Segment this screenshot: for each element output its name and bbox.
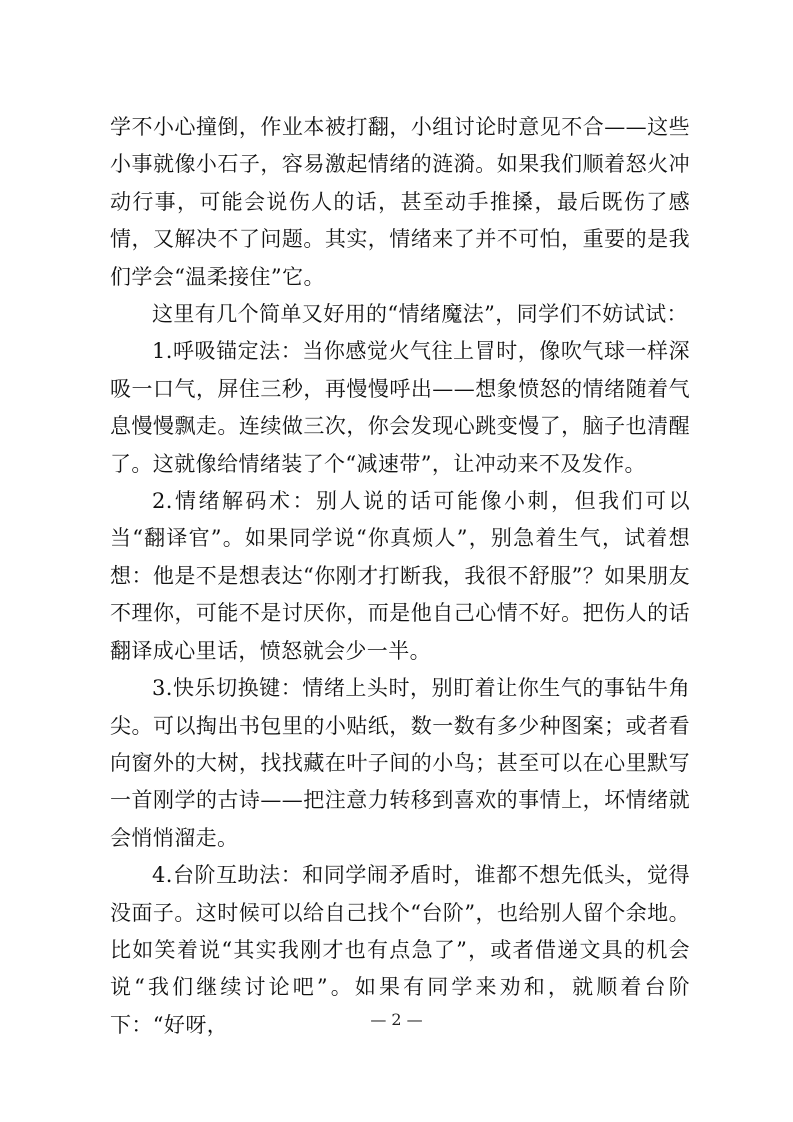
page-number: — 2 — — [370, 1010, 423, 1029]
paragraph-emotion-magic-intro: 这里有几个简单又好用的“情绪魔法”，同学们不妨试试： — [152, 302, 688, 327]
paragraph-breathing-anchor: 1.呼吸锚定法：当你感觉火气往上冒时，像吹气球一样深吸一口气，屏住三秒，再慢慢呼出——想象愤怒的情绪随着气息慢慢飘走。连续做三次，你会发现心跳变慢了，脑子也清醒了。这就像给情绪装了个“减速带”，让冲动来不及发作。 — [110, 339, 690, 476]
paragraph-step-help: 4.台阶互助法：和同学闹矛盾时，谁都不想先低头，觉得没面子。这时候可以给自己找个“台阶”，也给别人留个余地。比如笑着说“其实我刚才也有点急了”，或者借递文具的机会说“我们继续讨论吧”。如果有同学来劝和，就顺着台阶下：“好呀， — [110, 863, 690, 1037]
paragraph-emotion-decoding: 2.情绪解码术：别人说的话可能像小刺，但我们可以当“翻译官”。如果同学说“你真烦人”，别急着生气，试着想想：他是不是想表达“你刚才打断我，我很不舒服”？如果朋友不理你，可能不是讨厌你，而是他自己心情不好。把伤人的话翻译成心里话，愤怒就会少一半。 — [110, 489, 690, 663]
paragraph-happy-switch: 3.快乐切换键：情绪上头时，别盯着让你生气的事钻牛角尖。可以掏出书包里的小贴纸，数一数有多少种图案；或者看向窗外的大树，找找藏在叶子间的小鸟；甚至可以在心里默写一首刚学的古诗——把注意力转移到喜欢的事情上，坏情绪就会悄悄溜走。 — [110, 676, 690, 850]
body-text — [110, 109, 690, 1044]
paragraph-continued-intro: 学不小心撞倒，作业本被打翻，小组讨论时意见不合——这些小事就像小石子，容易激起情绪的涟漪。如果我们顺着怒火冲动行事，可能会说伤人的话，甚至动手推搡，最后既伤了感情，又解决不了问题。其实，情绪来了并不可怕，重要的是我们学会“温柔接住”它。 — [110, 115, 690, 289]
